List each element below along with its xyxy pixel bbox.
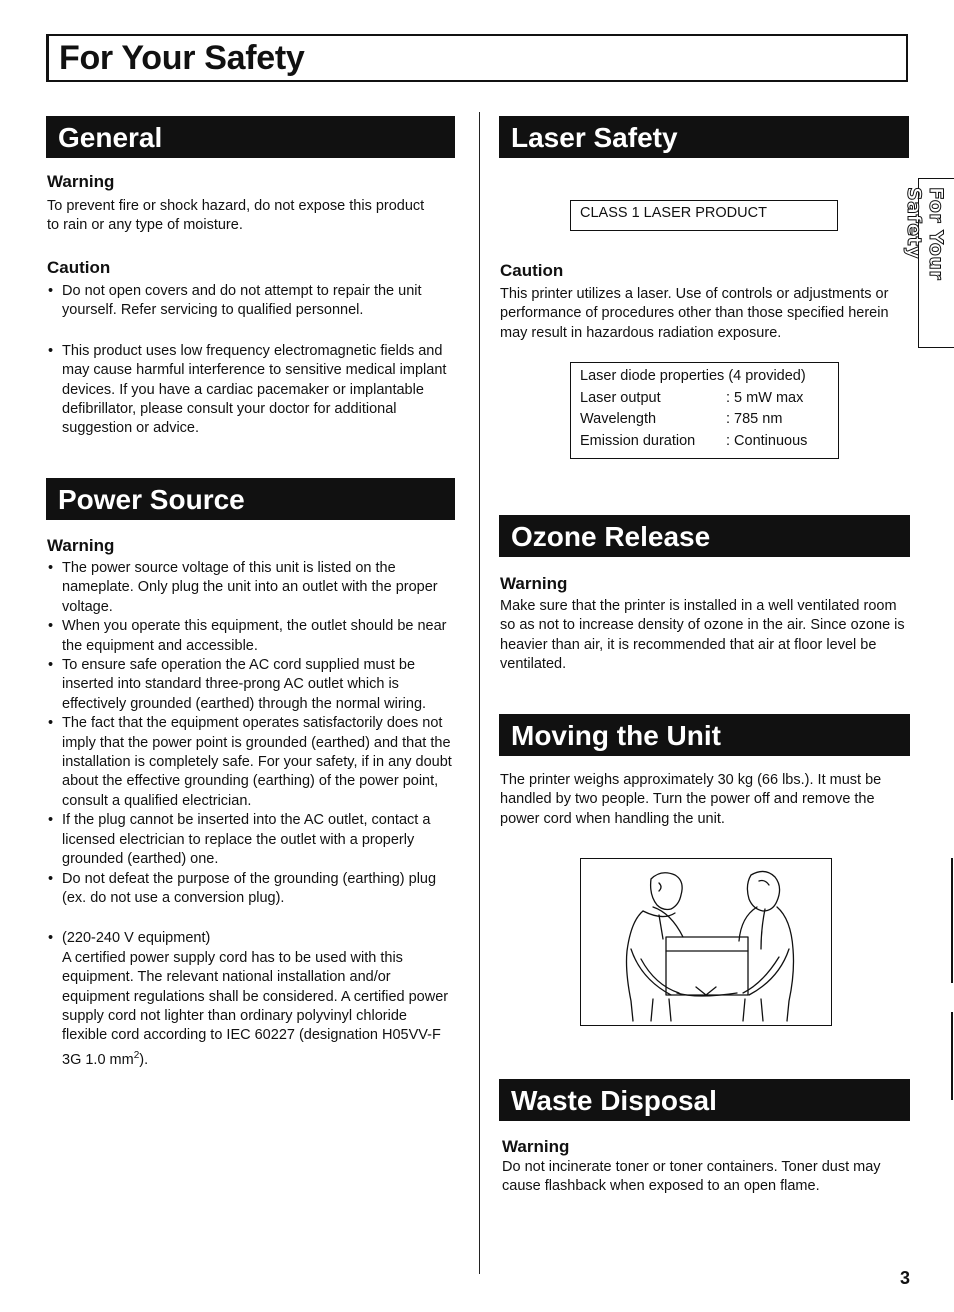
list-item: • When you operate this equipment, the outlet should be near the equipment and accessible. [46,617,456,656]
equipment-item-title: (220-240 V equipment) [62,930,211,947]
general-banner-label: General [58,122,163,153]
waste-disposal-banner [499,1079,910,1121]
column-divider [479,112,480,1274]
laser-caution-heading: Caution [500,261,564,280]
power-source-banner-label: Power Source [58,484,245,515]
table-row: Wavelength : 785 nm [580,411,783,427]
list-item: • If the plug cannot be inserted into the AC outlet, contact a licensed electrician to replace the outlet with a properly grounded (earthed) one. [46,811,456,869]
list-item: • To ensure safe operation the AC cord supplied must be inserted into standard three-prong AC outlet which is effectively grounded (earthed) through the normal wiring. [46,656,456,714]
power-source-banner [46,478,455,520]
power-warning-heading: Warning [47,536,115,555]
waste-disposal-banner-label: Waste Disposal [511,1085,717,1116]
equipment-item-end: ). [139,1051,149,1068]
ozone-release-banner [499,515,910,557]
general-banner [46,116,455,158]
moving-unit-banner [499,714,910,756]
ozone-release-banner-label: Ozone Release [511,521,711,552]
moving-unit-banner-label: Moving the Unit [511,720,721,751]
general-warning-heading: Warning [47,172,115,191]
edge-mark [951,858,953,983]
page-title-box [46,34,908,82]
laser-caution-text: This printer utilizes a laser. Use of controls or adjustments or performance of procedures other than those specified herein may result in hazardous radiation exposure. [500,286,889,341]
two-people-carrying-icon [581,859,830,1024]
page-number: 3 [900,1268,911,1288]
edge-mark [951,1012,953,1100]
list-item: • Do not open covers and do not attempt to repair the unit yourself. Refer servicing to qualified personnel. [46,282,456,321]
waste-warning-heading: Warning [502,1137,570,1156]
laser-properties-box [570,362,839,459]
list-item [46,929,456,1070]
waste-warning-text: Do not incinerate toner or toner containers. Toner dust may cause flashback when exposed to an open flame. [502,1159,881,1195]
table-row: Emission duration : Continuous [580,432,808,449]
moving-unit-text: The printer weighs approximately 30 kg (66 lbs.). It must be handled by two people. Turn the power off and remove the power cord when handling the unit. [500,772,882,827]
equipment-item-text: A certified power supply cord has to be used with this equipment. The relevant national installation and/or equipment regulations shall be considered. A certified power supply cord not lighter than ordinary polyvinyl chloride flexible cord according to IEC 60227 (designation H05VV-F 3G 1.0 mm [62,949,449,1068]
list-item: • The fact that the equipment operates satisfactorily does not imply that the power point is grounded (earthed) and that the installation is completely safe. For your safety, if in any doubt about the effective grounding (earthing) of the power point, consult a qualified electrician. [46,714,456,811]
superscript: 2 [133,1049,140,1061]
list-item: • The power source voltage of this unit is listed on the nameplate. Only plug the unit into an outlet with the proper voltage. [46,559,456,617]
class-label: CLASS 1 LASER PRODUCT [580,205,767,221]
general-caution-heading: Caution [47,258,111,277]
list-item: • Do not defeat the purpose of the grounding (earthing) plug (ex. do not use a conversion plug). [46,870,456,909]
general-caution-list [46,282,456,439]
class-label-box [570,200,838,231]
general-warning-text: To prevent fire or shock hazard, do not expose this product to rain or any type of moisture. [47,198,425,234]
laser-safety-banner-label: Laser Safety [511,122,678,153]
ozone-warning-text: Make sure that the printer is installed in a well ventilated room so as not to increase density of ozone in the air. Since ozone is heavier than air, it is recommended that air at floor level be ventilated. [500,598,905,673]
table-row: Laser output : 5 mW max [580,389,804,406]
ozone-warning-heading: Warning [500,574,568,593]
side-tab-label: For Your Safety [903,187,947,281]
carrying-illustration [580,858,832,1026]
laser-properties-title: Laser diode properties (4 provided) [580,368,806,384]
power-warning-list [46,559,456,1070]
page-title: For Your Safety [59,39,305,77]
list-item: • This product uses low frequency electromagnetic fields and may cause harmful interference to sensitive medical implant devices. If you have a cardiac pacemaker or implantable defibrillator, please consult your doctor for additional suggestion or advice. [46,342,456,439]
side-tab [903,178,954,348]
laser-safety-banner [499,116,909,158]
